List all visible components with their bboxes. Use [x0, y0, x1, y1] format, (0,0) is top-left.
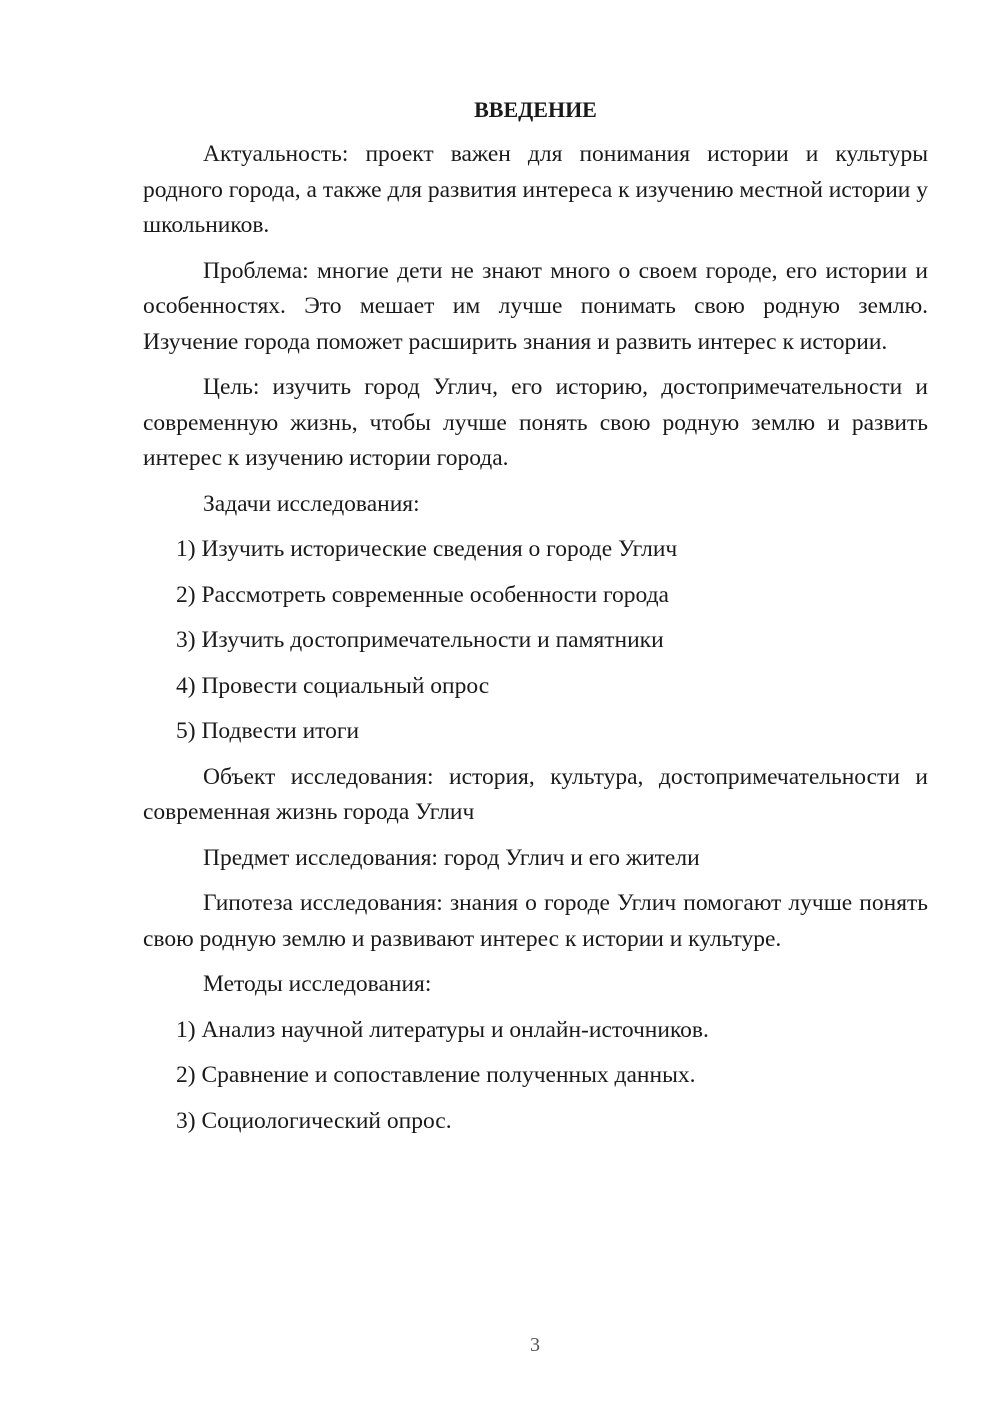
problem-paragraph: Проблема: многие дети не знают много о своем городе, его истории и особенностях. Это мешает им лучше понимать свою родную землю. Изучение города поможет расширить знания и развить интерес к истории. [143, 257, 928, 355]
object-paragraph: Объект исследования: история, культура, достопримечательности и современная жизнь города Углич [143, 763, 928, 825]
task-item: 3) Изучить достопримечательности и памятники [176, 627, 664, 653]
tasks-heading: Задачи исследования: [203, 490, 420, 517]
method-item: 2) Сравнение и сопоставление полученных данных. [176, 1062, 696, 1088]
method-item: 3) Социологический опрос. [176, 1107, 452, 1134]
task-item: 2) Рассмотреть современные особенности города [176, 581, 669, 608]
subject-paragraph: Предмет исследования: город Углич и его жители [203, 844, 700, 871]
section-title: ВВЕДЕНИЕ [474, 97, 597, 122]
hypothesis-paragraph: Гипотеза исследования: знания о городе Углич помогают лучше понять свою родную землю и развивают интерес к истории и культуре. [143, 890, 928, 952]
relevance-paragraph: Актуальность: проект важен для понимания истории и культуры родного города, а также для развития интереса к изучению местной истории у школьников. [143, 141, 929, 238]
task-item: 5) Подвести итоги [176, 718, 360, 744]
document-body [143, 92, 928, 1139]
task-item: 1) Изучить исторические сведения о городе Углич [176, 536, 678, 562]
task-item: 4) Провести социальный опрос [176, 672, 490, 699]
goal-paragraph: Цель: изучить город Углич, его историю, достопримечательности и современную жизнь, чтобы лучше понять свою родную землю и развить интерес к изучению истории города. [143, 374, 928, 471]
method-item: 1) Анализ научной литературы и онлайн-источников. [176, 1016, 709, 1043]
page-number: 3 [530, 1334, 540, 1356]
tasks-list [143, 532, 928, 750]
methods-heading: Методы исследования: [203, 971, 432, 997]
methods-list [143, 1013, 928, 1140]
